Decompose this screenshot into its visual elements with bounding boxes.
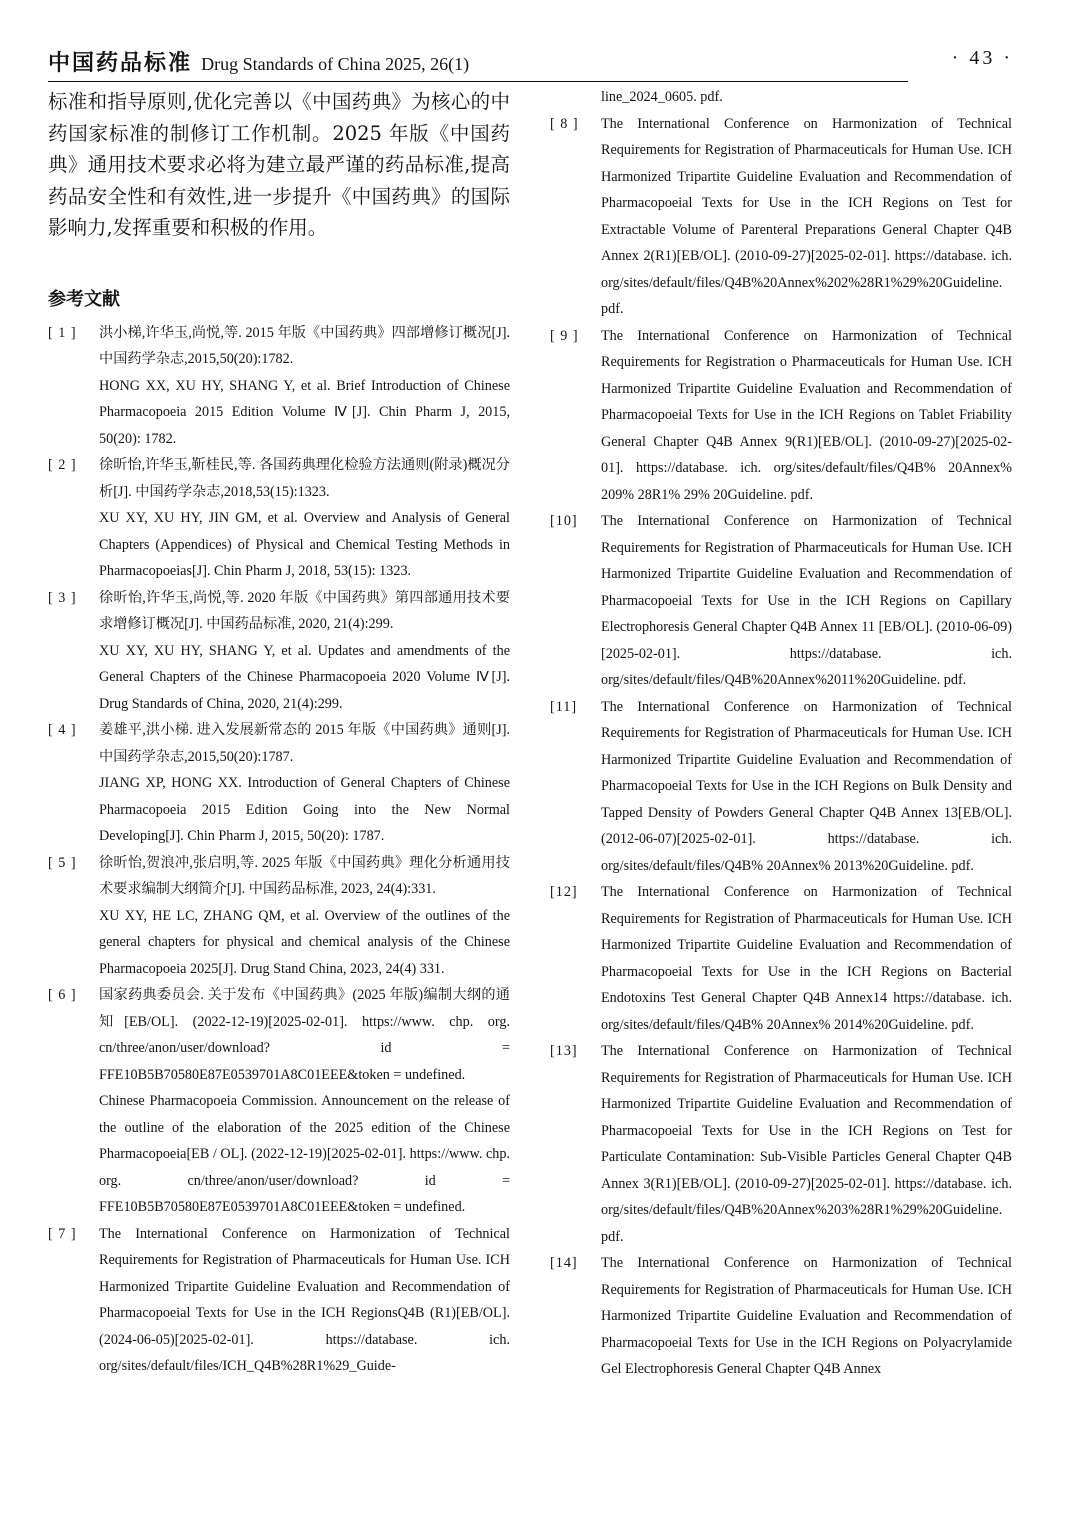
reference-number: [ 3 ] — [48, 589, 77, 606]
reference-number: [ 4 ] — [48, 722, 77, 738]
journal-header — [48, 46, 908, 82]
reference-item — [550, 1038, 1012, 1250]
reference-item — [550, 1250, 1012, 1383]
reference-number: [ 5 ] — [48, 854, 77, 871]
reference-text-original: 洪小梯,许华玉,尚悦,等. 2015 年版《中国药典》四部增修订概况[J]. 中国药学杂志,2015,50(20):1782. — [99, 324, 510, 367]
reference-text-original: 徐昕怡,贺浪冲,张启明,等. 2025 年版《中国药典》理化分析通用技术要求编制大纲简介[J]. 中国药品标准, 2023, 24(4):331. — [99, 854, 510, 897]
journal-title-en: Drug Standards of China 2025, 26(1) — [201, 54, 470, 74]
reference-text-original: The International Conference on Harmonization of Technical Requirements for Registration of Pharmaceuticals for Human Use. ICH Harmonized Tripartite Guideline Evaluation and Recommendation of Pharmacopoeial Texts for Use in the ICH RegionsQ4B (R1)[EB/OL]. (2024-06-05)[2025-02-01]. https://database. ich. org/sites/default/files/ICH_Q4B%28R1%29_Guide- — [99, 1225, 510, 1374]
reference-number: [ 8 ] — [550, 115, 579, 132]
reference-number: [ 6 ] — [48, 987, 77, 1003]
reference-text-translation: XU XY, HE LC, ZHANG QM, et al. Overview of the outlines of the general chapters for physical and chemical analysis of the Chinese Pharmacopoeia 2025[J]. Drug Stand China, 2023, 24(4) 331. — [99, 907, 510, 977]
reference-item — [48, 585, 510, 718]
reference-text: The International Conference on Harmonization of Technical Requirements for Registration o Pharmaceuticals for Human Use. ICH Harmonized Tripartite Guideline Evaluation and Recommendation of Pharmacopoeial Texts for Use in the ICH Regions on Tablet Friability General Chapter Q4B Annex 9(R1)[EB/OL]. (2010-09-27)[2025-02-01]. https://database. ich. org/sites/default/files/Q4B% 20Annex% 209% 28R1% 29% 20Guideline. pdf. — [601, 327, 1012, 503]
reference-text-translation: XU XY, XU HY, JIN GM, et al. Overview and Analysis of General Chapters (Appendices) of Physical and Chemical Testing Methods in Pharmacopoeias[J]. Chin Pharm J, 2018, 53(15): 1323. — [99, 510, 510, 579]
reference-number: [13] — [550, 1043, 578, 1059]
reference-7-continuation: line_2024_0605. pdf. — [601, 89, 723, 105]
reference-item — [48, 320, 510, 453]
reference-text: The International Conference on Harmonization of Technical Requirements for Registration of Pharmaceuticals for Human Use. ICH Harmonized Tripartite Guideline Evaluation and Recommendation of Pharmacopoeial Texts for Use in the ICH Regions on Bacterial Endotoxins Test General Chapter Q4B Annex14 https://database. ich. org/sites/default/files/Q4B% 20Annex% 2014%20Guideline. pdf. — [601, 884, 1012, 1033]
reference-item — [550, 111, 1012, 323]
reference-text-original: 国家药典委员会. 关于发布《中国药典》(2025 年版)编制大纲的通知[EB/OL]. (2022-12-19)[2025-02-01]. https://www. chp. org. cn/three/anon/user/download? id = FFE10B5B70580E87E0539701A8C01EEE&token = undefined. — [99, 987, 510, 1083]
reference-item — [48, 452, 510, 585]
reference-text-original: 姜雄平,洪小梯. 进入发展新常态的 2015 年版《中国药典》通则[J]. 中国药学杂志,2015,50(20):1787. — [99, 722, 510, 765]
reference-item — [48, 850, 510, 983]
reference-text: The International Conference on Harmonization of Technical Requirements for Registration of Pharmaceuticals for Human Use. ICH Harmonized Tripartite Guideline Evaluation and Recommendation of Pharmacopoeial Texts for Use in the ICH Regions on Test for Extractable Volume of Parenteral Preparations General Chapter Q4B Annex 2(R1)[EB/OL]. (2010-09-27)[2025-02-01]. https://database. ich. org/sites/default/files/Q4B%20Annex%202%28R1%29%20Guideline. pdf. — [601, 115, 1012, 317]
reference-item — [48, 1221, 510, 1380]
reference-text-original: 徐昕怡,许华玉,尚悦,等. 2020 年版《中国药典》第四部通用技术要求增修订概况[J]. 中国药品标准, 2020, 21(4):299. — [99, 589, 510, 632]
reference-item — [48, 982, 510, 1221]
reference-item — [550, 694, 1012, 880]
reference-text-translation: HONG XX, XU HY, SHANG Y, et al. Brief Introduction of Chinese Pharmacopoeia 2015 Edition Volume Ⅳ[J]. Chin Pharm J, 2015, 50(20): 1782. — [99, 377, 510, 447]
reference-number: [14] — [550, 1255, 578, 1271]
reference-item — [550, 508, 1012, 694]
reference-text: The International Conference on Harmonization of Technical Requirements for Registration of Pharmaceuticals for Human Use. ICH Harmonized Tripartite Guideline Evaluation and Recommendation of Pharmacopoeial Texts for Use in the ICH Regions on Test for Particulate Contamination: Sub-Visible Particles General Chapter Q4B Annex 3(R1)[EB/OL]. (2010-09-27)[2025-02-01]. https://database. ich. org/sites/default/files/Q4B%20Annex%203%28R1%29%20Guideline. pdf. — [601, 1043, 1012, 1245]
left-column — [48, 86, 510, 1380]
reference-number: [12] — [550, 884, 578, 900]
page-number: · 43 · — [951, 47, 1013, 69]
body-paragraph: 标准和指导原则,优化完善以《中国药典》为核心的中药国家标准的制修订工作机制。2025 年版《中国药典》通用技术要求必将为建立最严谨的药品标准,提高药品安全性和有效性,进一步提升《中国药典》的国际影响力,发挥重要和积极的作用。 — [48, 90, 510, 239]
reference-text-original: 徐昕怡,许华玉,靳桂民,等. 各国药典理化检验方法通则(附录)概况分析[J]. 中国药学杂志,2018,53(15):1323. — [99, 457, 510, 500]
journal-title-cn: 中国药品标准 — [48, 50, 193, 76]
reference-text: The International Conference on Harmonization of Technical Requirements for Registration of Pharmaceuticals for Human Use. ICH Harmonized Tripartite Guideline Evaluation and Recommendation of Pharmacopoeial Texts for Use in the ICH Regions on Polyacrylamide Gel Electrophoresis General Chapter Q4B Annex — [601, 1255, 1012, 1377]
reference-number: [10] — [550, 513, 578, 529]
reference-item — [48, 717, 510, 850]
right-column — [550, 84, 1012, 1383]
reference-item — [550, 323, 1012, 509]
reference-item — [550, 879, 1012, 1038]
reference-number: [ 7 ] — [48, 1225, 77, 1242]
reference-number: [11] — [550, 698, 578, 715]
reference-text: The International Conference on Harmonization of Technical Requirements for Registration of Pharmaceuticals for Human Use. ICH Harmonized Tripartite Guideline Evaluation and Recommendation of Pharmacopoeial Texts for Use in the ICH Regions on Bulk Density and Tapped Density of Powders General Chapter Q4B Annex 13[EB/OL]. (2012-06-07)[2025-02-01]. https://database. ich. org/sites/default/files/Q4B% 20Annex% 2013%20Guideline. pdf. — [601, 698, 1012, 874]
reference-number: [ 1 ] — [48, 324, 77, 341]
reference-text: The International Conference on Harmonization of Technical Requirements for Registration of Pharmaceuticals for Human Use. ICH Harmonized Tripartite Guideline Evaluation and Recommendation of Pharmacopoeial Texts for Use in the ICH Regions on Capillary Electrophoresis General Chapter Q4B Annex 11 [EB/OL]. (2010-06-09)[2025-02-01]. https://database. ich. org/sites/default/files/Q4B%20Annex%2011%20Guideline. pdf. — [601, 513, 1012, 688]
references-title: 参考文献 — [48, 288, 120, 310]
reference-number: [ 9 ] — [550, 327, 579, 344]
reference-text-translation: XU XY, XU HY, SHANG Y, et al. Updates and amendments of the General Chapters of the Chinese Pharmacopoeia 2020 Volume Ⅳ[J]. Drug Standards of China, 2020, 21(4):299. — [99, 642, 510, 712]
references-list-right — [550, 111, 1012, 1383]
reference-text-translation: JIANG XP, HONG XX. Introduction of General Chapters of Chinese Pharmacopoeia 2015 Edition Going into the New Normal Developing[J]. Chin Pharm J, 2015, 50(20): 1787. — [99, 775, 510, 844]
reference-number: [ 2 ] — [48, 457, 77, 473]
running-header — [48, 44, 1013, 76]
reference-text-translation: Chinese Pharmacopoeia Commission. Announcement on the release of the outline of the elaboration of the 2025 edition of the Chinese Pharmacopoeia[EB / OL]. (2022-12-19)[2025-02-01]. https://www. chp. org. cn/three/anon/user/download? id = FFE10B5B70580E87E0539701A8C01EEE&token = undefined. — [99, 1093, 510, 1215]
references-list-left — [48, 320, 510, 1380]
